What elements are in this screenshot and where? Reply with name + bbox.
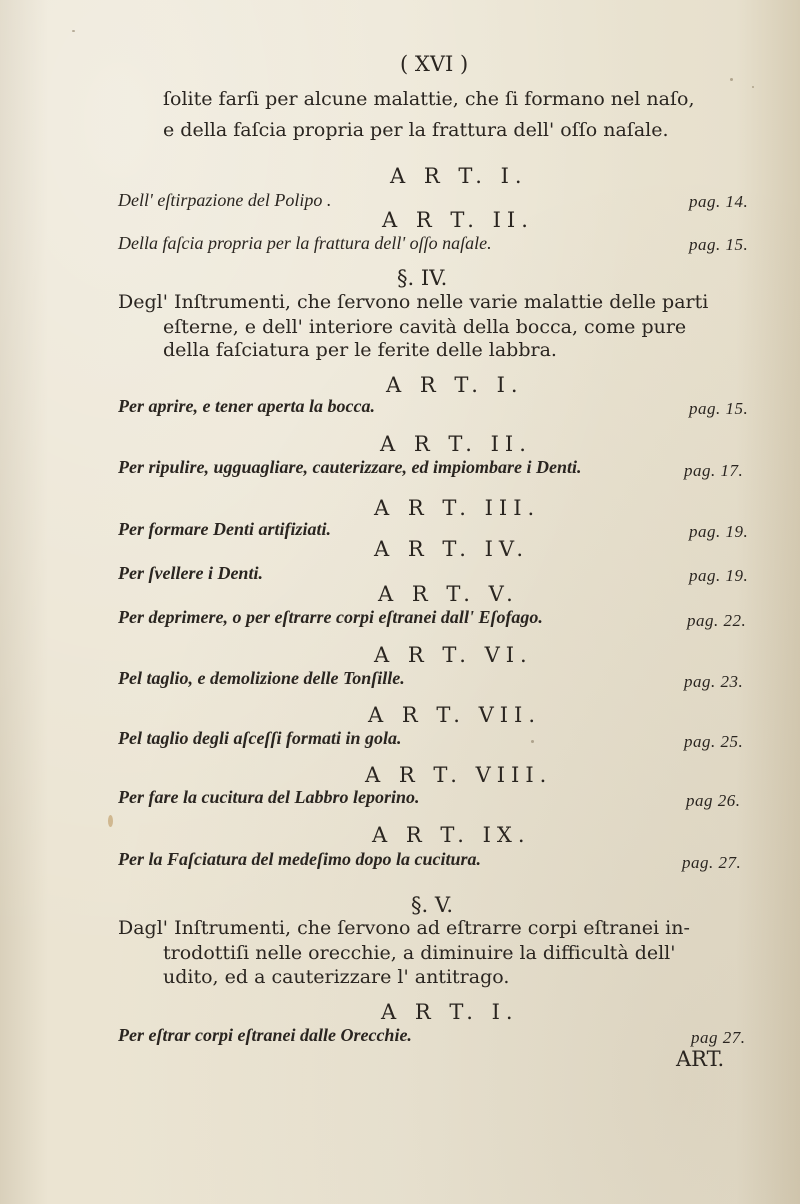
section-text-line: della faſciatura per le ferite delle labbra.: [163, 339, 557, 361]
toc-page: pag. 15.: [689, 399, 749, 418]
art-heading: A R T. II.: [380, 432, 532, 456]
toc-entry: Per fare la cucitura del Labbro leporino.: [118, 787, 420, 807]
page-number: ( XVI ): [400, 52, 469, 76]
art-heading: A R T. V.: [378, 582, 519, 606]
toc-entry: Per formare Denti artifiziati.: [118, 519, 331, 539]
art-heading: A R T. VI.: [374, 643, 533, 667]
toc-page: pag. 19.: [689, 566, 749, 585]
catchword: ART.: [676, 1047, 725, 1071]
toc-entry: Per ripulire, ugguagliare, cauterizzare, ed impiombare i Denti.: [118, 457, 582, 477]
section-text-line: Degl' Inſtrumenti, che ſervono nelle varie malattie delle parti: [118, 291, 709, 313]
section-text-line: Dagl' Inſtrumenti, che ſervono ad eſtrarre corpi eſtranei in-: [118, 917, 690, 939]
paper-speck: [752, 86, 754, 88]
section-text-line: udito, ed a cauterizzare l' antitrago.: [163, 966, 510, 988]
art-heading: A R T. I.: [386, 373, 524, 397]
toc-page: pag. 22.: [687, 611, 747, 630]
art-heading: A R T. I.: [390, 164, 528, 188]
art-heading: A R T. VII.: [368, 703, 542, 727]
toc-page: pag. 19.: [689, 522, 749, 541]
toc-entry: Della faſcia propria per la frattura dell' oſſo naſale.: [118, 233, 492, 253]
toc-page: pag. 15.: [689, 235, 749, 254]
art-heading: A R T. IX.: [372, 823, 531, 847]
art-heading: A R T. II.: [382, 208, 534, 232]
section-heading: §. V.: [411, 893, 454, 917]
toc-page: pag. 14.: [689, 192, 749, 211]
art-heading: A R T. I.: [381, 1000, 519, 1024]
toc-entry: Per aprire, e tener aperta la bocca.: [118, 396, 375, 416]
toc-entry: Per ſvellere i Denti.: [118, 563, 263, 583]
art-heading: A R T. VIII.: [365, 763, 553, 787]
toc-page: pag. 23.: [684, 672, 744, 691]
section-heading: §. IV.: [397, 266, 448, 290]
toc-entry: Dell' eſtirpazione del Polipo .: [118, 190, 332, 210]
art-heading: A R T. IV.: [374, 537, 530, 561]
toc-entry: Per deprimere, o per eſtrarre corpi eſtranei dall' Eſofago.: [118, 607, 543, 627]
toc-entry: Per eſtrar corpi eſtranei dalle Orecchie.: [118, 1025, 412, 1045]
toc-page: pag 27.: [691, 1028, 746, 1047]
section-text-line: eſterne, e dell' interiore cavità della bocca, come pure: [163, 316, 687, 338]
intro-line-2: e della faſcia propria per la frattura dell' oſſo naſale.: [163, 119, 669, 141]
toc-page: pag 26.: [686, 791, 741, 810]
toc-entry: Per la Faſciatura del medeſimo dopo la cucitura.: [118, 849, 481, 869]
toc-page: pag. 25.: [684, 732, 744, 751]
toc-entry: Pel taglio degli aſceſſi formati in gola.: [118, 728, 402, 748]
section-text-line: trodottiſi nelle orecchie, a diminuire la difficultà dell': [163, 942, 676, 964]
toc-page: pag. 17.: [684, 461, 744, 480]
paper-speck: [531, 740, 534, 743]
paper-speck: [730, 78, 733, 81]
art-heading: A R T. III.: [374, 496, 541, 520]
paper-speck: [72, 30, 75, 32]
toc-entry: Pel taglio, e demolizione delle Tonſille.: [118, 668, 405, 688]
intro-line-1: ſolite farſi per alcune malattie, che ſi formano nel naſo,: [163, 88, 695, 110]
toc-page: pag. 27.: [682, 853, 742, 872]
paper-speck: [108, 815, 113, 827]
